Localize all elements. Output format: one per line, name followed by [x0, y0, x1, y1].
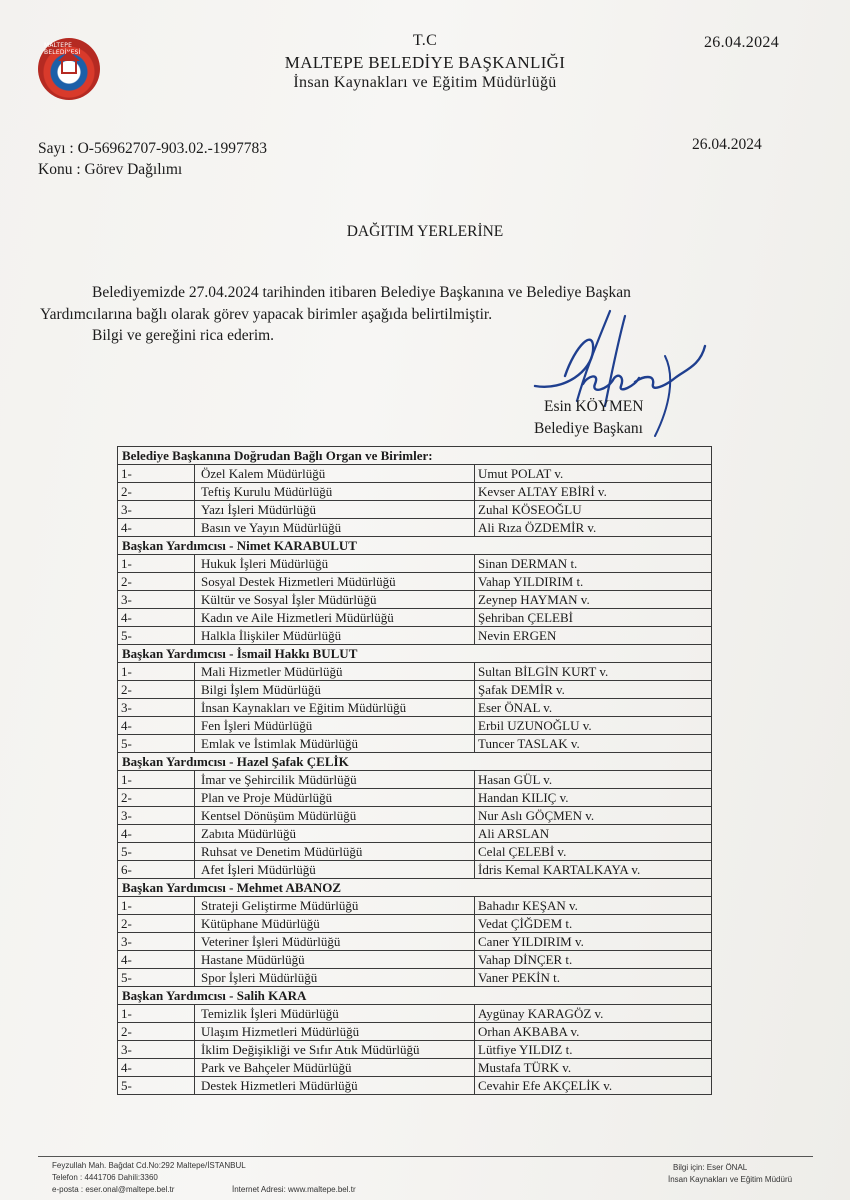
table-row — [118, 717, 712, 735]
row-number: 2- — [118, 681, 195, 699]
row-number: 6- — [118, 861, 195, 879]
unit-name: Veteriner İşleri Müdürlüğü — [195, 933, 475, 951]
unit-name: Park ve Bahçeler Müdürlüğü — [195, 1059, 475, 1077]
row-number: 2- — [118, 483, 195, 501]
person-name: Mustafa TÜRK v. — [475, 1059, 712, 1077]
person-name: Zuhal KÖSEOĞLU — [475, 501, 712, 519]
table-row — [118, 609, 712, 627]
row-number: 1- — [118, 771, 195, 789]
person-name: Vahap YILDIRIM t. — [475, 573, 712, 591]
table-row — [118, 573, 712, 591]
person-name: Sultan BİLGİN KURT v. — [475, 663, 712, 681]
table-row — [118, 1023, 712, 1041]
table-row — [118, 663, 712, 681]
person-name: Erbil UZUNOĞLU v. — [475, 717, 712, 735]
person-name: Ali Rıza ÖZDEMİR v. — [475, 519, 712, 537]
unit-name: Ulaşım Hizmetleri Müdürlüğü — [195, 1023, 475, 1041]
person-name: Nevin ERGEN — [475, 627, 712, 645]
table-row — [118, 1005, 712, 1023]
municipality-logo-icon: MALTEPE BELEDİYESİ — [38, 38, 100, 100]
person-name: Vedat ÇİĞDEM t. — [475, 915, 712, 933]
unit-name: Strateji Geliştirme Müdürlüğü — [195, 897, 475, 915]
table-row — [118, 951, 712, 969]
footer-web: İnternet Adresi: www.maltepe.bel.tr — [232, 1185, 356, 1194]
row-number: 3- — [118, 807, 195, 825]
unit-name: Teftiş Kurulu Müdürlüğü — [195, 483, 475, 501]
unit-name: Destek Hizmetleri Müdürlüğü — [195, 1077, 475, 1095]
section-header-row — [118, 447, 712, 465]
person-name: Sinan DERMAN t. — [475, 555, 712, 573]
person-name: Eser ÖNAL v. — [475, 699, 712, 717]
unit-name: İmar ve Şehircilik Müdürlüğü — [195, 771, 475, 789]
row-number: 5- — [118, 627, 195, 645]
row-number: 2- — [118, 915, 195, 933]
sayi-line: Sayı : O-56962707-903.02.-1997783 — [38, 140, 268, 157]
section-header: Başkan Yardımcısı - Salih KARA — [118, 987, 712, 1005]
section-header: Başkan Yardımcısı - Mehmet ABANOZ — [118, 879, 712, 897]
table-row — [118, 627, 712, 645]
section-header-row — [118, 537, 712, 555]
person-name: Lütfiye YILDIZ t. — [475, 1041, 712, 1059]
unit-name: Basın ve Yayın Müdürlüğü — [195, 519, 475, 537]
table-row — [118, 771, 712, 789]
row-number: 5- — [118, 843, 195, 861]
unit-name: Kültür ve Sosyal İşler Müdürlüğü — [195, 591, 475, 609]
unit-name: İnsan Kaynakları ve Eğitim Müdürlüğü — [195, 699, 475, 717]
body-paragraph-line1: Belediyemizde 27.04.2024 tarihinden itibaren Belediye Başkanına ve Belediye Başkan — [92, 284, 631, 301]
person-name: Orhan AKBABA v. — [475, 1023, 712, 1041]
header-org: MALTEPE BELEDİYE BAŞKANLIĞI — [284, 53, 566, 72]
unit-name: Kütüphane Müdürlüğü — [195, 915, 475, 933]
unit-name: Hastane Müdürlüğü — [195, 951, 475, 969]
person-name: Kevser ALTAY EBİRİ v. — [475, 483, 712, 501]
section-header-row — [118, 987, 712, 1005]
row-number: 4- — [118, 1059, 195, 1077]
unit-name: Fen İşleri Müdürlüğü — [195, 717, 475, 735]
document-date: 26.04.2024 — [692, 136, 762, 153]
row-number: 4- — [118, 609, 195, 627]
table-row — [118, 789, 712, 807]
header-tc: T.C — [412, 32, 438, 49]
row-number: 5- — [118, 1077, 195, 1095]
section-header: Belediye Başkanına Doğrudan Bağlı Organ ve Birimler: — [118, 447, 712, 465]
row-number: 1- — [118, 1005, 195, 1023]
section-header-row — [118, 753, 712, 771]
row-number: 4- — [118, 519, 195, 537]
unit-name: Mali Hizmetler Müdürlüğü — [195, 663, 475, 681]
person-name: Ali ARSLAN — [475, 825, 712, 843]
body-closing: Bilgi ve gereğini rica ederim. — [92, 327, 275, 344]
section-header: Başkan Yardımcısı - Hazel Şafak ÇELİK — [118, 753, 712, 771]
table-row — [118, 591, 712, 609]
section-header: Başkan Yardımcısı - Nimet KARABULUT — [118, 537, 712, 555]
row-number: 3- — [118, 1041, 195, 1059]
unit-name: Kentsel Dönüşüm Müdürlüğü — [195, 807, 475, 825]
table-row — [118, 681, 712, 699]
unit-name: Temizlik İşleri Müdürlüğü — [195, 1005, 475, 1023]
section-header-row — [118, 879, 712, 897]
unit-name: Emlak ve İstimlak Müdürlüğü — [195, 735, 475, 753]
person-name: Vahap DİNÇER t. — [475, 951, 712, 969]
footer-phone: Telefon : 4441706 Dahili:3360 — [52, 1173, 158, 1182]
unit-name: Ruhsat ve Denetim Müdürlüğü — [195, 843, 475, 861]
row-number: 3- — [118, 591, 195, 609]
row-number: 3- — [118, 933, 195, 951]
unit-name: Afet İşleri Müdürlüğü — [195, 861, 475, 879]
person-name: Celal ÇELEBİ v. — [475, 843, 712, 861]
row-number: 2- — [118, 573, 195, 591]
row-number: 4- — [118, 951, 195, 969]
row-number: 4- — [118, 825, 195, 843]
row-number: 1- — [118, 465, 195, 483]
table-row — [118, 861, 712, 879]
unit-name: Spor İşleri Müdürlüğü — [195, 969, 475, 987]
footer-info-dept: İnsan Kaynakları ve Eğitim Müdürü — [668, 1175, 793, 1184]
unit-name: Zabıta Müdürlüğü — [195, 825, 475, 843]
document-title: DAĞITIM YERLERİNE — [346, 223, 504, 240]
person-name: İdris Kemal KARTALKAYA v. — [475, 861, 712, 879]
person-name: Hasan GÜL v. — [475, 771, 712, 789]
table-row — [118, 699, 712, 717]
row-number: 1- — [118, 897, 195, 915]
unit-name: Yazı İşleri Müdürlüğü — [195, 501, 475, 519]
row-number: 1- — [118, 555, 195, 573]
row-number: 2- — [118, 1023, 195, 1041]
footer-divider — [38, 1156, 813, 1157]
person-name: Nur Aslı GÖÇMEN v. — [475, 807, 712, 825]
row-number: 1- — [118, 663, 195, 681]
person-name: Cevahir Efe AKÇELİK v. — [475, 1077, 712, 1095]
table-row — [118, 1041, 712, 1059]
distribution-table — [117, 446, 712, 1095]
row-number: 3- — [118, 501, 195, 519]
row-number: 2- — [118, 789, 195, 807]
footer-info-label: Bilgi için: Eser ÖNAL — [673, 1163, 748, 1172]
footer-address: Feyzullah Mah. Bağdat Cd.No:292 Maltepe/İSTANBUL — [52, 1161, 246, 1170]
person-name: Tuncer TASLAK v. — [475, 735, 712, 753]
table-row — [118, 555, 712, 573]
table-row — [118, 933, 712, 951]
konu-line: Konu : Görev Dağılımı — [38, 161, 183, 178]
unit-name: Halkla İlişkiler Müdürlüğü — [195, 627, 475, 645]
person-name: Zeynep HAYMAN v. — [475, 591, 712, 609]
row-number: 5- — [118, 969, 195, 987]
unit-name: İklim Değişikliği ve Sıfır Atık Müdürlüğü — [195, 1041, 475, 1059]
person-name: Umut POLAT v. — [475, 465, 712, 483]
section-header-row — [118, 645, 712, 663]
body-paragraph-line2: Yardımcılarına bağlı olarak görev yapacak birimler aşağıda belirtilmiştir. — [40, 306, 493, 323]
header-dept: İnsan Kaynakları ve Eğitim Müdürlüğü — [293, 74, 557, 91]
person-name: Şehriban ÇELEBİ — [475, 609, 712, 627]
table-row — [118, 1077, 712, 1095]
person-name: Vaner PEKİN t. — [475, 969, 712, 987]
unit-name: Plan ve Proje Müdürlüğü — [195, 789, 475, 807]
unit-name: Kadın ve Aile Hizmetleri Müdürlüğü — [195, 609, 475, 627]
unit-name: Hukuk İşleri Müdürlüğü — [195, 555, 475, 573]
footer-email: e-posta : eser.onal@maltepe.bel.tr — [52, 1185, 175, 1194]
table-row — [118, 807, 712, 825]
table-row — [118, 1059, 712, 1077]
person-name: Handan KILIÇ v. — [475, 789, 712, 807]
table-row — [118, 825, 712, 843]
unit-name: Özel Kalem Müdürlüğü — [195, 465, 475, 483]
table-row — [118, 735, 712, 753]
table-row — [118, 843, 712, 861]
signatory-name: Esin KÖYMEN — [544, 398, 644, 415]
table-row — [118, 465, 712, 483]
person-name: Bahadır KEŞAN v. — [475, 897, 712, 915]
person-name: Caner YILDIRIM v. — [475, 933, 712, 951]
table-row — [118, 519, 712, 537]
header-date: 26.04.2024 — [704, 34, 779, 51]
unit-name: Bilgi İşlem Müdürlüğü — [195, 681, 475, 699]
table-row — [118, 969, 712, 987]
signatory-title: Belediye Başkanı — [534, 420, 643, 437]
row-number: 5- — [118, 735, 195, 753]
person-name: Şafak DEMİR v. — [475, 681, 712, 699]
table-row — [118, 483, 712, 501]
row-number: 4- — [118, 717, 195, 735]
section-header: Başkan Yardımcısı - İsmail Hakkı BULUT — [118, 645, 712, 663]
person-name: Aygünay KARAGÖZ v. — [475, 1005, 712, 1023]
table-row — [118, 501, 712, 519]
row-number: 3- — [118, 699, 195, 717]
table-row — [118, 897, 712, 915]
unit-name: Sosyal Destek Hizmetleri Müdürlüğü — [195, 573, 475, 591]
table-row — [118, 915, 712, 933]
